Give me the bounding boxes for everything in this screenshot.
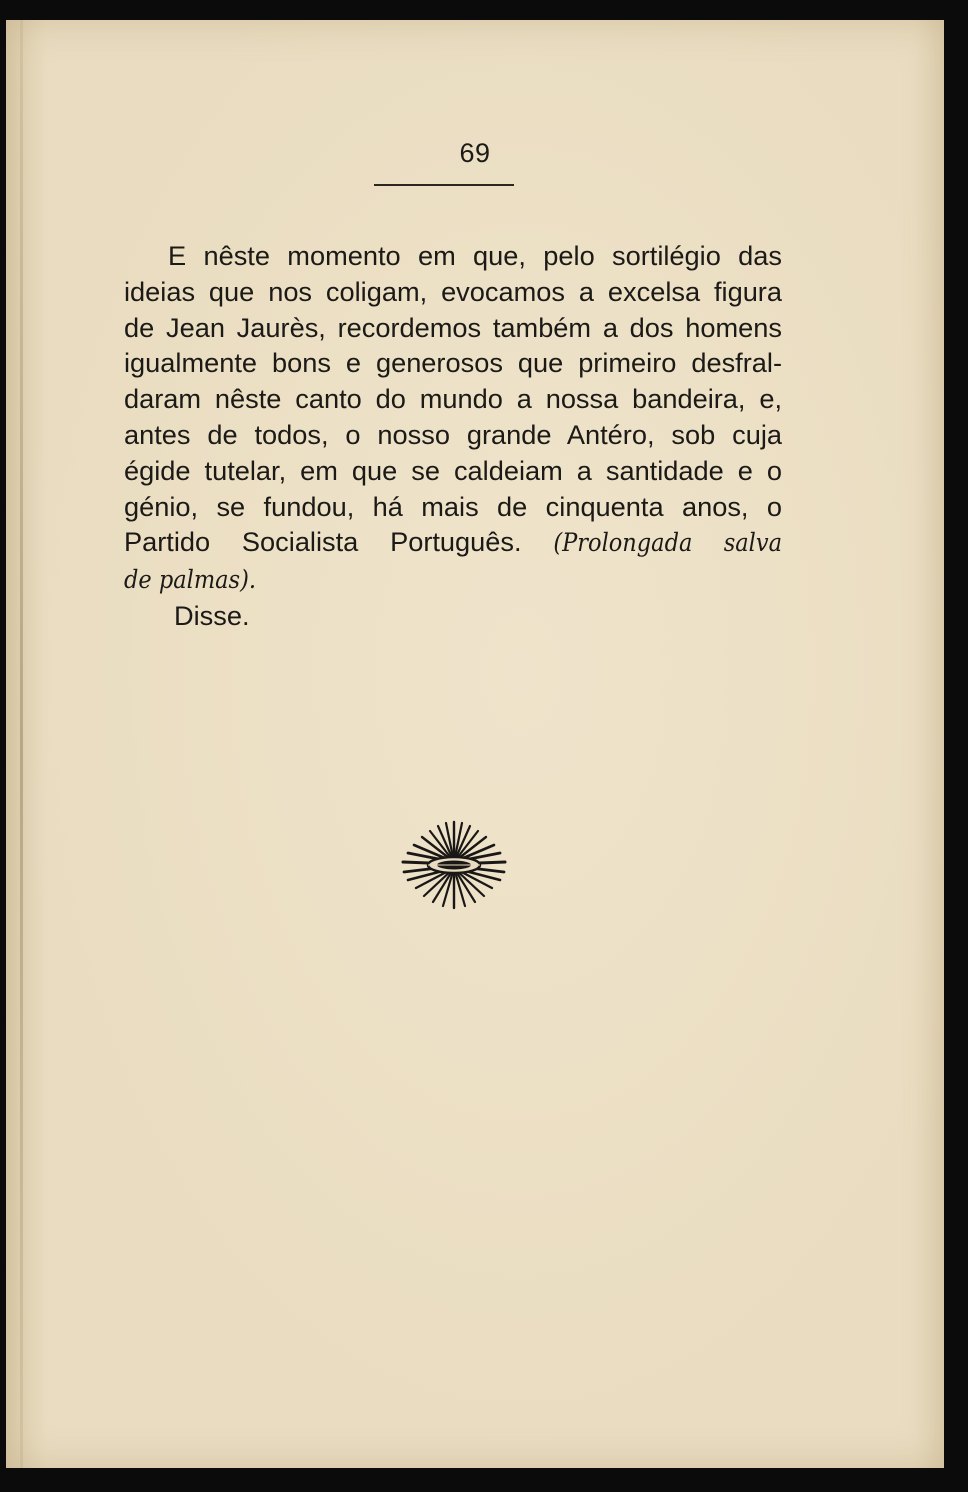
paragraph-line: génio, se fundou, há mais de cinquenta anos, o — [124, 490, 782, 522]
page-number: 69 — [459, 138, 491, 168]
paragraph-text-italic: (Prolongada salva — [553, 528, 782, 558]
paragraph-line-last — [124, 561, 782, 598]
paragraph-text-regular: Partido Socialista Português. — [124, 526, 522, 558]
paragraph-line: ideias que nos coligam, evocamos a excelsa figura — [124, 275, 782, 307]
paragraph-line: daram nêste canto do mundo a nossa bandeira, e, — [124, 383, 782, 415]
header-rule — [374, 184, 514, 186]
closing-word: Disse. — [174, 600, 250, 631]
book-page — [6, 20, 944, 1468]
paragraph-line-mixed — [124, 524, 782, 561]
sunburst-ornament-icon — [398, 816, 510, 912]
paragraph-line: égide tutelar, em que se caldeiam a santidade e o — [124, 454, 782, 486]
paragraph-text-italic-end: de palmas). — [124, 565, 257, 595]
paragraph-line: antes de todos, o nosso grande Antéro, sob cuja — [124, 418, 782, 450]
body-paragraph — [124, 238, 782, 598]
paragraph-line: de Jean Jaurès, recordemos também a dos homens — [124, 311, 782, 343]
paragraph-line: E nêste momento em que, pelo sortilégio das — [168, 240, 782, 271]
page-spine-shadow — [20, 20, 23, 1468]
paragraph-line: igualmente bons e generosos que primeiro desfral- — [124, 347, 782, 379]
